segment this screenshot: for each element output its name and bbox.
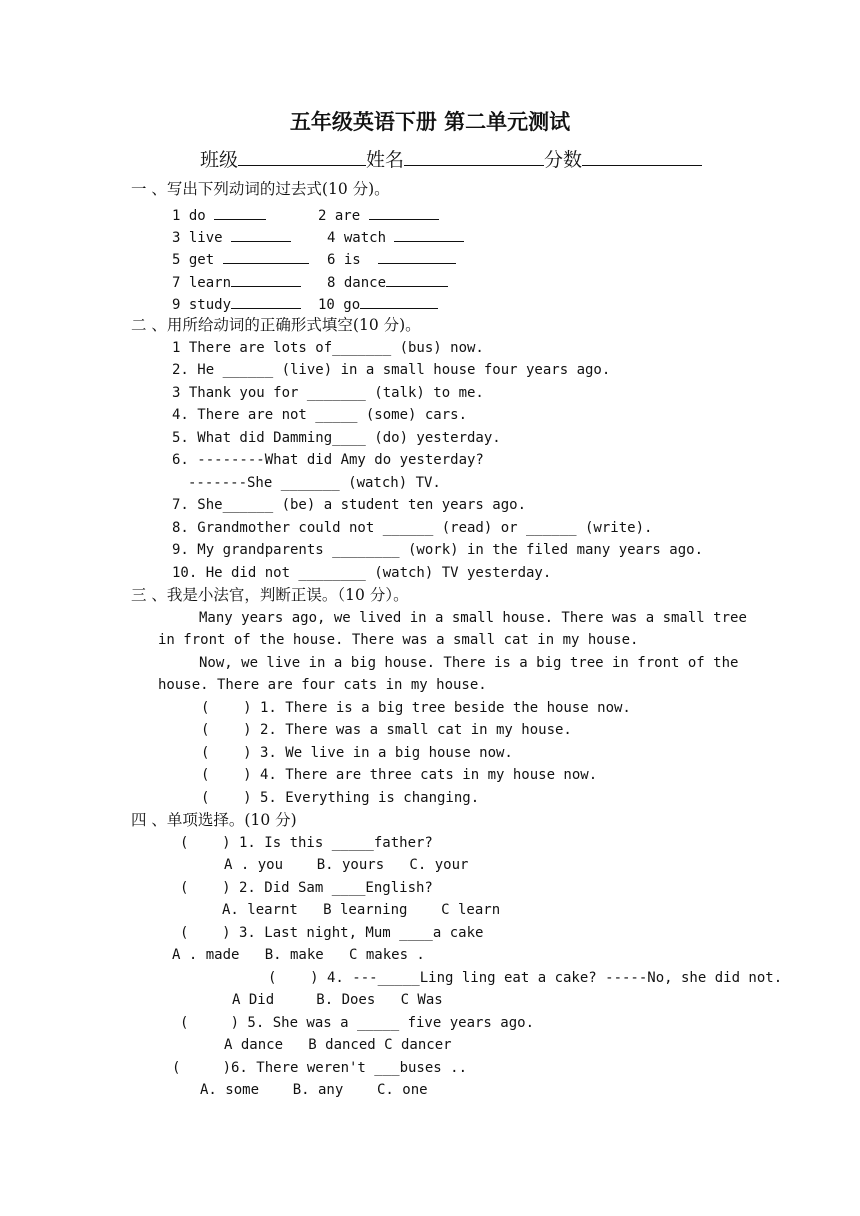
verb-item: 8 dance <box>327 272 448 292</box>
answer-blank[interactable] <box>378 249 456 264</box>
judge-item: ( ) 5. Everything is changing. <box>201 790 480 806</box>
judge-item: ( ) 2. There was a small cat in my house. <box>201 722 572 738</box>
section-4-heading: 四 、单项选择。(10 分) <box>131 811 297 829</box>
fill-line: 4. There are not _____ (some) cars. <box>172 407 468 423</box>
section-2-heading: 二 、用所给动词的正确形式填空(10 分)。 <box>131 316 421 334</box>
choice-options: A . made B. make C makes . <box>172 947 425 963</box>
judge-item: ( ) 4. There are three cats in my house now. <box>201 767 598 783</box>
choice-options: A . you B. yours C. your <box>224 857 469 873</box>
fill-line: 9. My grandparents ________ (work) in the filed many years ago. <box>172 542 704 558</box>
choice-question: ( ) 3. Last night, Mum ____a cake <box>180 925 484 941</box>
verb-item: 3 live <box>172 227 291 247</box>
verb-item: 6 is <box>327 249 456 269</box>
verb-item: 10 go <box>318 294 438 314</box>
section-3-heading: 三 、我是小法官，判断正误。（10 分）。 <box>131 586 409 604</box>
verb-item: 9 study <box>172 294 301 314</box>
fill-line: 5. What did Damming____ (do) yesterday. <box>172 430 501 446</box>
fill-line: 10. He did not ________ (watch) TV yesterday. <box>172 565 552 581</box>
choice-question: ( ) 4. ---_____Ling ling eat a cake? -----No, she did not. <box>268 970 783 986</box>
class-label: 班级 <box>200 149 239 171</box>
choice-question: ( )6. There weren't ___buses .. <box>172 1060 468 1076</box>
answer-blank[interactable] <box>386 272 448 287</box>
fill-line: 8. Grandmother could not ______ (read) or ______ (write). <box>172 520 653 536</box>
answer-blank[interactable] <box>223 249 309 264</box>
verb-item: 5 get <box>172 249 309 269</box>
student-info-line <box>200 145 702 172</box>
class-blank[interactable] <box>238 147 366 166</box>
answer-blank[interactable] <box>360 294 438 309</box>
choice-options: A. learnt B learning C learn <box>222 902 501 918</box>
choice-options: A. some B. any C. one <box>200 1082 428 1098</box>
passage-line: in front of the house. There was a small cat in my house. <box>158 632 639 648</box>
page-title: 五年级英语下册 第二单元测试 <box>289 109 571 134</box>
fill-line: -------She _______ (watch) TV. <box>188 475 441 491</box>
choice-options: A Did B. Does C Was <box>232 992 443 1008</box>
fill-line: 6. --------What did Amy do yesterday? <box>172 452 484 468</box>
choice-question: ( ) 2. Did Sam ____English? <box>180 880 433 896</box>
name-blank[interactable] <box>404 147 544 166</box>
verb-item: 2 are <box>318 205 439 225</box>
choice-question: ( ) 1. Is this _____father? <box>180 835 433 851</box>
name-label: 姓名 <box>366 149 405 171</box>
choice-question: ( ) 5. She was a _____ five years ago. <box>180 1015 535 1031</box>
score-label: 分数 <box>544 149 583 171</box>
score-blank[interactable] <box>582 147 702 166</box>
verb-item: 7 learn <box>172 272 301 292</box>
answer-blank[interactable] <box>231 227 291 242</box>
fill-line: 7. She______ (be) a student ten years ago. <box>172 497 527 513</box>
choice-options: A dance B danced C dancer <box>224 1037 452 1053</box>
judge-item: ( ) 3. We live in a big house now. <box>201 745 513 761</box>
passage-line: Now, we live in a big house. There is a big tree in front of the <box>199 655 739 671</box>
verb-item: 1 do <box>172 205 266 225</box>
answer-blank[interactable] <box>231 294 301 309</box>
answer-blank[interactable] <box>369 205 439 220</box>
fill-line: 1 There are lots of_______ (bus) now. <box>172 340 484 356</box>
answer-blank[interactable] <box>394 227 464 242</box>
verb-item: 4 watch <box>327 227 464 247</box>
answer-blank[interactable] <box>231 272 301 287</box>
passage-line: house. There are four cats in my house. <box>158 677 487 693</box>
section-1-heading: 一 、写出下列动词的过去式(10 分)。 <box>131 180 390 198</box>
fill-line: 3 Thank you for _______ (talk) to me. <box>172 385 484 401</box>
judge-item: ( ) 1. There is a big tree beside the house now. <box>201 700 631 716</box>
answer-blank[interactable] <box>214 205 266 220</box>
fill-line: 2. He ______ (live) in a small house four years ago. <box>172 362 611 378</box>
passage-line: Many years ago, we lived in a small house. There was a small tree <box>199 610 747 626</box>
